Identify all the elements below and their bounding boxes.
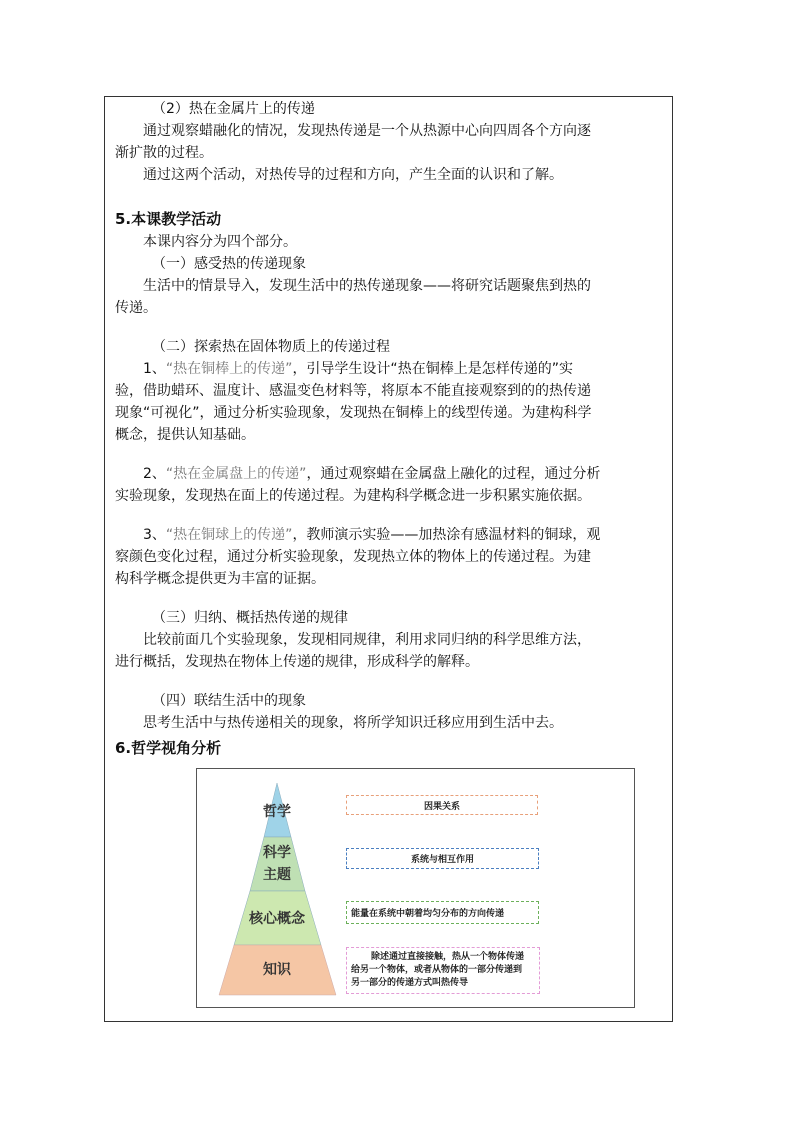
part-2-b-rest: ，通过观察蜡在金属盘上融化的过程，通过分析: [306, 466, 601, 482]
part-2-b-line: 实验现象，发现热在面上的传递过程。为建构科学概念进一步积累实施依据。: [115, 488, 591, 504]
part-2-c-rest: ，教师演示实验——加热涂有感温材料的铜球，观: [292, 527, 601, 543]
label-box-systems: [346, 848, 539, 869]
metal-sheet-summary: 通过这两个活动，对热传导的过程和方向，产生全面的认识和了解。: [143, 167, 563, 183]
part-2-a-line: [143, 358, 573, 380]
label-text: 能量在系统中朝着均匀分布的方向传递: [351, 909, 505, 919]
part-4-heading: （四）联结生活中的现象: [152, 693, 306, 709]
part-2-c-line: 察颜色变化过程，通过分析实验现象，发现热立体的物体上的传递过程。为建: [115, 549, 591, 565]
label-text: 因果关系: [423, 801, 460, 812]
part-2-c-highlight: “热在铜球上的传递”: [165, 527, 293, 543]
part-1-line: 传递。: [115, 300, 157, 316]
part-2-heading: （二）探索热在固体物质上的传递过程: [152, 339, 390, 355]
label-box-energy: [346, 901, 539, 924]
part-2-c-number: 3、: [143, 527, 166, 543]
section-5-intro: 本课内容分为四个部分。: [143, 234, 297, 250]
label-text-line: 给另一个物体，或者从物体的一部分传递到: [351, 965, 523, 975]
part-2-a-line: 概念，提供认知基础。: [115, 427, 255, 443]
part-3-line: 进行概括，发现热在物体上传递的规律，形成科学的解释。: [115, 654, 479, 670]
part-2-c-line: [143, 524, 600, 546]
section-6-title: 6.哲学视角分析: [115, 739, 222, 757]
metal-sheet-heading: （2）热在金属片上的传递: [152, 101, 315, 117]
metal-sheet-line: 渐扩散的过程。: [115, 145, 213, 161]
part-4-line: 思考生活中与热传递相关的现象，将所学知识迁移应用到生活中去。: [143, 715, 563, 731]
part-2-b-line: [143, 463, 600, 485]
pyramid-label-topic: 主题: [263, 867, 291, 883]
label-text-line: 除述通过直接接触，热从一个物体传递: [371, 952, 525, 962]
label-box-knowledge: [346, 947, 540, 994]
part-2-c-line: 构科学概念提供更为丰富的证据。: [115, 571, 325, 587]
part-2-a-line: 现象“可视化”，通过分析实验现象，发现热在铜棒上的线型传递。为建构科学: [115, 405, 592, 421]
part-2-b-highlight: “热在金属盘上的传递”: [165, 466, 307, 482]
part-1-heading: （一）感受热的传递现象: [152, 256, 306, 272]
pyramid-label-core-concept: 核心概念: [249, 911, 305, 927]
part-2-a-number: 1、: [143, 361, 166, 377]
pyramid-label-science: 科学: [263, 845, 291, 861]
pyramid-label-philosophy: 哲学: [263, 804, 291, 820]
section-5-title: 5.本课教学活动: [115, 210, 222, 228]
metal-sheet-line: 通过观察蜡融化的情况，发现热传递是一个从热源中心向四周各个方向逐: [143, 123, 591, 139]
part-2-b-number: 2、: [143, 466, 166, 482]
part-3-line: 比较前面几个实验现象，发现相同规律，利用求同归纳的科学思维方法，: [143, 632, 591, 648]
philosophy-figure: [196, 768, 635, 1008]
label-text: 系统与相互作用: [410, 855, 474, 865]
part-3-heading: （三）归纳、概括热传递的规律: [152, 610, 348, 626]
part-2-a-line: 验，借助蜡环、温度计、感温变色材料等，将原本不能直接观察到的的热传递: [115, 383, 591, 399]
label-text-line: 另一部分的传递方式叫热传导: [351, 978, 469, 988]
pyramid-label-knowledge: 知识: [263, 962, 291, 978]
part-2-a-highlight: “热在铜棒上的传递”: [165, 361, 293, 377]
label-box-causality: [346, 795, 538, 815]
part-2-a-rest: ，引导学生设计“热在铜棒上是怎样传递的”实: [292, 361, 573, 377]
part-1-line: 生活中的情景导入，发现生活中的热传递现象——将研究话题聚焦到热的: [143, 278, 591, 294]
